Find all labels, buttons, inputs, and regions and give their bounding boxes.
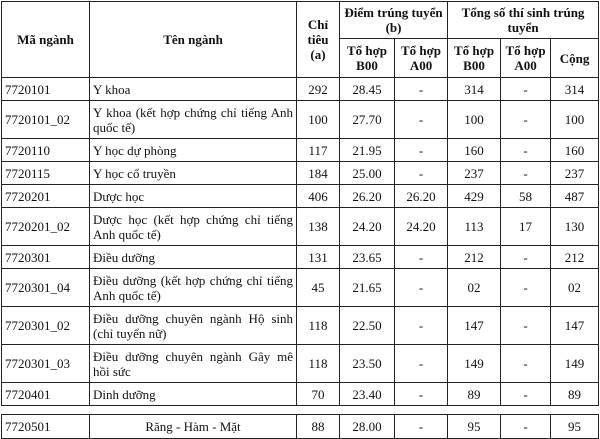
table-row bbox=[2, 208, 599, 246]
cell-count-b00: 02 bbox=[448, 269, 501, 307]
cell-quota: 70 bbox=[297, 383, 340, 406]
cell-count-b00: 113 bbox=[448, 208, 501, 246]
cell-score-a00: - bbox=[395, 269, 448, 307]
cell-score-b00: 27.70 bbox=[340, 101, 395, 139]
header-quota-line1: Chỉ bbox=[307, 17, 329, 32]
cell-total: 314 bbox=[551, 78, 599, 101]
cell-score-a00: - bbox=[395, 415, 448, 439]
cell-code: 7720115 bbox=[2, 162, 90, 185]
cell-total: 130 bbox=[551, 208, 599, 246]
table-header bbox=[2, 2, 599, 78]
cell-name: Điều dưỡng chuyên ngành Gây mê hồi sức bbox=[90, 345, 297, 383]
cell-code: 7720301 bbox=[2, 246, 90, 269]
cell-total: 487 bbox=[551, 185, 599, 208]
cell-count-a00: - bbox=[501, 101, 551, 139]
header-quota-line3: (a) bbox=[310, 47, 326, 62]
cell-quota: 88 bbox=[297, 415, 340, 439]
cell-count-b00: 212 bbox=[448, 246, 501, 269]
table-row bbox=[2, 185, 599, 208]
cell-name: Y khoa bbox=[90, 78, 297, 101]
cell-count-a00: - bbox=[501, 383, 551, 406]
table-row bbox=[2, 345, 599, 383]
cell-count-a00: - bbox=[501, 139, 551, 162]
cell-count-a00: - bbox=[501, 415, 551, 439]
cell-name: Điều dưỡng chuyên ngành Hộ sinh (chỉ tuyển nữ) bbox=[90, 307, 297, 345]
cell-count-b00: 147 bbox=[448, 307, 501, 345]
cell-quota: 100 bbox=[297, 101, 340, 139]
cell-code: 7720101 bbox=[2, 78, 90, 101]
cell-name: Dinh dưỡng bbox=[90, 383, 297, 406]
cell-score-b00: 21.95 bbox=[340, 139, 395, 162]
cell-count-a00: - bbox=[501, 162, 551, 185]
table-row bbox=[2, 101, 599, 139]
cell-code: 7720401 bbox=[2, 383, 90, 406]
header-quota bbox=[297, 2, 340, 78]
table-row bbox=[2, 246, 599, 269]
cell-quota: 45 bbox=[297, 269, 340, 307]
cell-code: 7720301_04 bbox=[2, 269, 90, 307]
cell-name: Răng - Hàm - Mặt bbox=[90, 415, 297, 439]
table-row bbox=[2, 139, 599, 162]
table-row bbox=[2, 307, 599, 345]
cell-score-a00: - bbox=[395, 139, 448, 162]
header-score-a00: Tổ hợp A00 bbox=[395, 39, 448, 78]
table-row bbox=[2, 162, 599, 185]
cell-count-b00: 149 bbox=[448, 345, 501, 383]
header-code: Mã ngành bbox=[2, 2, 90, 78]
cell-score-a00: - bbox=[395, 345, 448, 383]
cell-quota: 184 bbox=[297, 162, 340, 185]
table-gap bbox=[2, 406, 599, 415]
header-name: Tên ngành bbox=[90, 2, 297, 78]
header-count-a00: Tổ hợp A00 bbox=[501, 39, 551, 78]
header-score-b00: Tổ hợp B00 bbox=[340, 39, 395, 78]
cell-total: 149 bbox=[551, 345, 599, 383]
cell-total: 212 bbox=[551, 246, 599, 269]
cell-count-a00: - bbox=[501, 246, 551, 269]
cell-quota: 117 bbox=[297, 139, 340, 162]
header-sum: Cộng bbox=[551, 39, 599, 78]
cell-score-a00: - bbox=[395, 101, 448, 139]
cell-score-b00: 21.65 bbox=[340, 269, 395, 307]
gap-cell bbox=[2, 406, 599, 415]
cell-code: 7720101_02 bbox=[2, 101, 90, 139]
cell-quota: 118 bbox=[297, 307, 340, 345]
cell-score-b00: 28.45 bbox=[340, 78, 395, 101]
cell-name: Y khoa (kết hợp chứng chỉ tiếng Anh quốc tế) bbox=[90, 101, 297, 139]
cell-score-a00: 26.20 bbox=[395, 185, 448, 208]
cell-name: Dược học (kết hợp chứng chỉ tiếng Anh quốc tế) bbox=[90, 208, 297, 246]
header-quota-line2: tiêu bbox=[307, 32, 329, 47]
cell-count-a00: 58 bbox=[501, 185, 551, 208]
header-count-b00: Tổ hợp B00 bbox=[448, 39, 501, 78]
cell-name: Y học dự phòng bbox=[90, 139, 297, 162]
cell-name: Y học cổ truyền bbox=[90, 162, 297, 185]
cell-code: 7720301_03 bbox=[2, 345, 90, 383]
table-row bbox=[2, 415, 599, 439]
cell-score-b00: 25.00 bbox=[340, 162, 395, 185]
cell-total: 95 bbox=[551, 415, 599, 439]
cell-quota: 406 bbox=[297, 185, 340, 208]
header-total-group: Tổng số thí sinh trúng tuyển bbox=[448, 2, 599, 39]
cell-count-b00: 237 bbox=[448, 162, 501, 185]
cell-score-b00: 24.20 bbox=[340, 208, 395, 246]
cell-total: 160 bbox=[551, 139, 599, 162]
cell-count-b00: 95 bbox=[448, 415, 501, 439]
admission-results-table bbox=[1, 1, 599, 439]
cell-count-a00: - bbox=[501, 78, 551, 101]
cell-score-a00: - bbox=[395, 307, 448, 345]
cell-code: 7720201_02 bbox=[2, 208, 90, 246]
table-body bbox=[2, 78, 599, 439]
cell-quota: 292 bbox=[297, 78, 340, 101]
cell-score-a00: 24.20 bbox=[395, 208, 448, 246]
cell-total: 02 bbox=[551, 269, 599, 307]
cell-code: 7720110 bbox=[2, 139, 90, 162]
cell-quota: 138 bbox=[297, 208, 340, 246]
table-row bbox=[2, 78, 599, 101]
table-row bbox=[2, 269, 599, 307]
cell-score-b00: 28.00 bbox=[340, 415, 395, 439]
cell-quota: 131 bbox=[297, 246, 340, 269]
cell-total: 100 bbox=[551, 101, 599, 139]
cell-count-b00: 314 bbox=[448, 78, 501, 101]
table-row bbox=[2, 383, 599, 406]
cell-count-b00: 89 bbox=[448, 383, 501, 406]
cell-score-b00: 23.65 bbox=[340, 246, 395, 269]
cell-code: 7720501 bbox=[2, 415, 90, 439]
cell-quota: 118 bbox=[297, 345, 340, 383]
cell-count-b00: 160 bbox=[448, 139, 501, 162]
cell-total: 89 bbox=[551, 383, 599, 406]
cell-score-a00: - bbox=[395, 383, 448, 406]
cell-score-b00: 23.40 bbox=[340, 383, 395, 406]
cell-score-a00: - bbox=[395, 78, 448, 101]
cell-name: Điều dưỡng (kết hợp chứng chỉ tiếng Anh quốc tế) bbox=[90, 269, 297, 307]
cell-count-b00: 429 bbox=[448, 185, 501, 208]
cell-count-b00: 100 bbox=[448, 101, 501, 139]
cell-count-a00: - bbox=[501, 307, 551, 345]
cell-score-b00: 26.20 bbox=[340, 185, 395, 208]
cell-name: Điều dưỡng bbox=[90, 246, 297, 269]
cell-score-a00: - bbox=[395, 246, 448, 269]
cell-count-a00: 17 bbox=[501, 208, 551, 246]
cell-total: 147 bbox=[551, 307, 599, 345]
cell-code: 7720201 bbox=[2, 185, 90, 208]
cell-count-a00: - bbox=[501, 269, 551, 307]
cell-score-b00: 22.50 bbox=[340, 307, 395, 345]
header-score-group: Điểm trúng tuyển (b) bbox=[340, 2, 448, 39]
cell-count-a00: - bbox=[501, 345, 551, 383]
cell-score-a00: - bbox=[395, 162, 448, 185]
cell-score-b00: 23.50 bbox=[340, 345, 395, 383]
cell-code: 7720301_02 bbox=[2, 307, 90, 345]
cell-name: Dược học bbox=[90, 185, 297, 208]
cell-total: 237 bbox=[551, 162, 599, 185]
